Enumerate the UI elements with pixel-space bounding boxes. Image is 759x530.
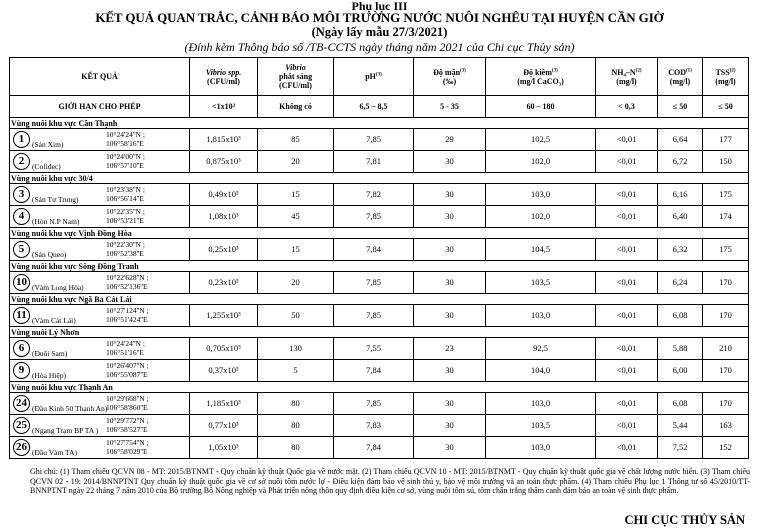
table-row [10, 151, 749, 173]
table-row [10, 239, 749, 261]
table-row [10, 272, 749, 294]
station-lat: 10°29'772''N ; [106, 416, 149, 425]
table-row [10, 393, 749, 415]
station-lon: 106°56'14''E [106, 194, 144, 203]
station-cell [10, 305, 190, 327]
value-cod: 6,16 [658, 184, 703, 206]
station-lat: 10°22'35''N ; [106, 207, 145, 216]
value-sal: 29 [414, 129, 486, 151]
signature: CHI CỤC THỦY SẢN [624, 513, 745, 527]
value-alk: 102,0 [486, 151, 596, 173]
station-lon: 106°52'38''E [106, 249, 144, 258]
value-ph: 7,83 [334, 415, 414, 437]
value-cod: 6,32 [658, 239, 703, 261]
limit-vibrio-spp: <1x10³ [190, 96, 258, 118]
value-sal: 30 [414, 272, 486, 294]
table-row [10, 415, 749, 437]
value-nh4: <0,01 [596, 239, 658, 261]
value-nh4: <0,01 [596, 129, 658, 151]
value-tss: 170 [703, 272, 749, 294]
value-vibrio: 0,77x10³ [190, 415, 258, 437]
value-ph: 7,85 [334, 305, 414, 327]
value-lum: 20 [258, 272, 334, 294]
station-number: 2 [13, 153, 30, 170]
zone-row [10, 118, 749, 129]
value-cod: 6,64 [658, 129, 703, 151]
station-cell [10, 129, 190, 151]
zone-row [10, 261, 749, 272]
col-ph: $pH^{(3)}$ [334, 58, 414, 96]
station-lon: 106°58'029''E [106, 447, 148, 456]
station-cell [10, 151, 190, 173]
station-cell [10, 184, 190, 206]
appendix-label: Phụ lục III [351, 0, 408, 13]
value-nh4: <0,01 [596, 206, 658, 228]
value-ph: 7,55 [334, 338, 414, 360]
value-lum: 85 [258, 129, 334, 151]
value-alk: 103,0 [486, 393, 596, 415]
limit-salinity: 5 - 35 [414, 96, 486, 118]
value-lum: 15 [258, 239, 334, 261]
value-nh4: <0,01 [596, 415, 658, 437]
value-alk: 103,0 [486, 305, 596, 327]
value-sal: 30 [414, 393, 486, 415]
limits-row [10, 96, 749, 118]
limit-alkalinity: 60 – 180 [486, 96, 596, 118]
zone-name: Vùng nuôi khu vực Cần Thạnh [10, 118, 749, 129]
value-alk: 92,5 [486, 338, 596, 360]
station-site: (Sản Queo) [32, 250, 67, 259]
station-number: 24 [13, 395, 30, 412]
col-vibrio-lum: Vibrio phát sáng (CFU/ml) [258, 58, 334, 96]
value-cod: 6,00 [658, 360, 703, 382]
table-row [10, 437, 749, 459]
value-vibrio: 0,37x10³ [190, 360, 258, 382]
value-alk: 102,0 [486, 206, 596, 228]
station-lat: 10°22'30''N ; [106, 240, 145, 249]
station-number: 4 [13, 208, 30, 225]
value-cod: 6,08 [658, 305, 703, 327]
station-cell [10, 239, 190, 261]
value-vibrio: 1,255x10³ [190, 305, 258, 327]
value-ph: 7,85 [334, 129, 414, 151]
value-tss: 163 [703, 415, 749, 437]
station-lon: 106°55'087''E [106, 370, 148, 379]
value-nh4: <0,01 [596, 360, 658, 382]
value-vibrio: 1,08x10³ [190, 206, 258, 228]
limit-nh4: < 0,3 [596, 96, 658, 118]
value-cod: 7,52 [658, 437, 703, 459]
value-vibrio: 1,815x10³ [190, 129, 258, 151]
value-sal: 30 [414, 360, 486, 382]
footnotes: Ghi chú: (1) Tham chiếu QCVN 08 - MT: 2015/BTNMT - Quy chuẩn kỹ thuật Quốc gia về nước mặt. (2) Tham chiếu QCVN 10 - MT: 2015/BTNMT - Quy chuẩn kỹ thuật quốc gia về chất lượng nước biển. (3) Tham chiếu QCVN 02 - 19: 2014/BNNPTNT Quy chuẩn kỹ thuật quốc gia về cơ sở nuôi tôm nước lợ - Điều kiện đảm bảo vệ sinh thú y, bảo vệ môi trường và an toàn thực phẩm. (4) Tham chiếu Phụ lục 1 Thông tư số 45/2010/TT-BNNPTNT ngày 22 tháng 7 năm 2010 của Bộ trưởng Bộ Nông nghiệp và Phát triển nông thôn quy định điều kiện cơ sở, vùng nuôi tôm sú, tôm chân trắng thâm canh đảm bảo an toàn vệ sinh thực phẩm. [30, 467, 750, 495]
station-lat: 10°23'38''N ; [106, 185, 145, 194]
document-title: KẾT QUẢ QUAN TRẮC, CẢNH BÁO MÔI TRƯỜNG NƯỚC NUÔI NGHÊU TẠI HUYỆN CẦN GIỜ [95, 10, 664, 25]
limit-vibrio-lum: Không có [258, 96, 334, 118]
station-lon: 106°51'424''E [106, 315, 148, 324]
table-row [10, 305, 749, 327]
results-table [9, 57, 749, 459]
station-number: 1 [13, 131, 30, 148]
col-alkalinity: Độ kiềm$^{(3)}$ (mg/l CaCO₃) [486, 58, 596, 96]
zone-row [10, 228, 749, 239]
station-lat: 10°26'407''N ; [106, 361, 149, 370]
value-sal: 23 [414, 338, 486, 360]
col-vibrio-spp: Vibrio spp. (CFU/ml) [190, 58, 258, 96]
limits-label: GIỚI HẠN CHO PHÉP [10, 96, 190, 118]
zone-row [10, 294, 749, 305]
station-lon: 106°58'527''E [106, 425, 148, 434]
value-cod: 6,40 [658, 206, 703, 228]
results-body [10, 118, 749, 459]
value-vibrio: 1,185x10³ [190, 393, 258, 415]
table-row [10, 360, 749, 382]
limit-cod: ≤ 50 [658, 96, 703, 118]
value-vibrio: 1,05x10³ [190, 437, 258, 459]
value-cod: 6,24 [658, 272, 703, 294]
table-row [10, 206, 749, 228]
station-site: (Cofidec) [32, 162, 61, 171]
value-lum: 45 [258, 206, 334, 228]
value-nh4: <0,01 [596, 305, 658, 327]
station-site: (Đầu Vàm TA) [32, 448, 77, 457]
zone-name: Vùng nuôi khu vực Thạnh An [10, 382, 749, 393]
value-ph: 7,81 [334, 151, 414, 173]
station-number: 11 [13, 307, 30, 324]
value-tss: 175 [703, 239, 749, 261]
limit-tss: ≤ 50 [703, 96, 749, 118]
zone-name: Vùng nuôi Lý Nhơn [10, 327, 749, 338]
zone-name: Vùng nuôi khu vực 30/4 [10, 173, 749, 184]
value-sal: 30 [414, 415, 486, 437]
station-lat: 10°24'24''N ; [106, 339, 145, 348]
value-nh4: <0,01 [596, 338, 658, 360]
value-ph: 7,84 [334, 360, 414, 382]
value-nh4: <0,01 [596, 184, 658, 206]
station-lon: 106°58'860''E [106, 403, 148, 412]
station-lat: 10°24'24''N ; [106, 130, 145, 139]
table-row [10, 338, 749, 360]
station-lat: 10°27'754''N ; [106, 438, 149, 447]
col-salinity: Độ mặn$^{(3)}$ (‰) [414, 58, 486, 96]
table-row [10, 184, 749, 206]
value-lum: 15 [258, 184, 334, 206]
value-nh4: <0,01 [596, 393, 658, 415]
station-site: (Vàm Cát Lái) [32, 316, 76, 325]
limit-ph: 6,5 – 8,5 [334, 96, 414, 118]
value-sal: 30 [414, 437, 486, 459]
table-header-row [10, 58, 749, 96]
station-lon: 106°58'16''E [106, 139, 144, 148]
station-cell [10, 393, 190, 415]
value-vibrio: 0,875x10³ [190, 151, 258, 173]
zone-name: Vùng nuôi khu vực Vịnh Đồng Hòa [10, 228, 749, 239]
zone-name: Vùng nuôi khu vực Ngã Ba Cát Lái [10, 294, 749, 305]
station-number: 9 [13, 362, 30, 379]
value-tss: 175 [703, 184, 749, 206]
col-tss: TSS$^{(2)}$ (mg/l) [703, 58, 749, 96]
value-nh4: <0,01 [596, 272, 658, 294]
station-site: (Hòa Hiệp) [32, 371, 66, 380]
value-sal: 30 [414, 151, 486, 173]
value-alk: 103,0 [486, 437, 596, 459]
value-lum: 5 [258, 360, 334, 382]
value-lum: 130 [258, 338, 334, 360]
station-number: 3 [13, 186, 30, 203]
value-nh4: <0,01 [596, 437, 658, 459]
value-cod: 5,44 [658, 415, 703, 437]
value-sal: 30 [414, 239, 486, 261]
col-nh4: NH₄–$N^{(2)}$ (mg/l) [596, 58, 658, 96]
value-nh4: <0,01 [596, 151, 658, 173]
station-lon: 106°52'136''E [106, 282, 148, 291]
value-ph: 7,85 [334, 393, 414, 415]
value-alk: 104,0 [486, 360, 596, 382]
value-tss: 152 [703, 437, 749, 459]
value-ph: 7,82 [334, 184, 414, 206]
station-site: (Ngang Trạm BP TA ) [32, 426, 99, 435]
value-tss: 177 [703, 129, 749, 151]
value-lum: 80 [258, 437, 334, 459]
value-tss: 170 [703, 305, 749, 327]
table-row [10, 129, 749, 151]
value-ph: 7,84 [334, 437, 414, 459]
value-ph: 7,85 [334, 206, 414, 228]
value-lum: 50 [258, 305, 334, 327]
station-cell [10, 206, 190, 228]
station-site: (Sản Xim) [32, 140, 64, 149]
value-cod: 6,72 [658, 151, 703, 173]
station-site: (Sản Tư Trung) [32, 195, 79, 204]
station-cell [10, 437, 190, 459]
station-number: 5 [13, 241, 30, 258]
station-lat: 10°22'628''N ; [106, 273, 149, 282]
value-cod: 6,08 [658, 393, 703, 415]
station-lat: 10°27'124''N ; [106, 306, 149, 315]
value-sal: 30 [414, 305, 486, 327]
zone-name: Vùng nuôi khu vực Sông Đồng Tranh [10, 261, 749, 272]
station-lon: 106°53'21''E [106, 216, 144, 225]
value-vibrio: 0,705x10³ [190, 338, 258, 360]
zone-row [10, 327, 749, 338]
value-tss: 170 [703, 393, 749, 415]
value-tss: 150 [703, 151, 749, 173]
value-lum: 80 [258, 393, 334, 415]
value-tss: 174 [703, 206, 749, 228]
zone-row [10, 382, 749, 393]
value-vibrio: 0,49x10³ [190, 184, 258, 206]
col-cod: COD$^{(1)}$ (mg/l) [658, 58, 703, 96]
value-tss: 170 [703, 360, 749, 382]
value-lum: 80 [258, 415, 334, 437]
sampling-date: (Ngày lấy mẫu 27/3/2021) [311, 25, 448, 39]
value-vibrio: 0,23x10³ [190, 272, 258, 294]
station-number: 26 [13, 439, 30, 456]
station-site: (Đuôi Sam) [32, 349, 68, 358]
station-site: (Hòn N.P Nam) [32, 217, 80, 226]
station-site: (Đầu Kinh 50 Thạnh An) [32, 404, 108, 413]
station-number: 10 [13, 274, 30, 291]
value-cod: 5,88 [658, 338, 703, 360]
value-alk: 104,5 [486, 239, 596, 261]
value-ph: 7,85 [334, 272, 414, 294]
station-number: 6 [13, 340, 30, 357]
value-tss: 210 [703, 338, 749, 360]
station-lon: 106°51'16''E [106, 348, 144, 357]
attachment-note: (Đính kèm Thông báo số /TB-CCTS ngày tháng năm 2021 của Chi cục Thủy sản) [184, 40, 575, 54]
col-result: KẾT QUẢ [10, 58, 190, 96]
station-cell [10, 360, 190, 382]
value-lum: 20 [258, 151, 334, 173]
station-lat: 10°24'00''N ; [106, 152, 145, 161]
value-alk: 103,5 [486, 272, 596, 294]
station-number: 25 [13, 417, 30, 434]
value-alk: 103,0 [486, 184, 596, 206]
zone-row [10, 173, 749, 184]
station-cell [10, 272, 190, 294]
station-cell [10, 338, 190, 360]
value-sal: 30 [414, 206, 486, 228]
station-site: (Vàm Long Hòa) [32, 283, 84, 292]
value-alk: 103,5 [486, 415, 596, 437]
station-lon: 106°57'10''E [106, 161, 144, 170]
value-alk: 102,5 [486, 129, 596, 151]
value-ph: 7,84 [334, 239, 414, 261]
station-cell [10, 415, 190, 437]
value-sal: 30 [414, 184, 486, 206]
value-vibrio: 0,25x10³ [190, 239, 258, 261]
station-lat: 10°29'668''N ; [106, 394, 149, 403]
